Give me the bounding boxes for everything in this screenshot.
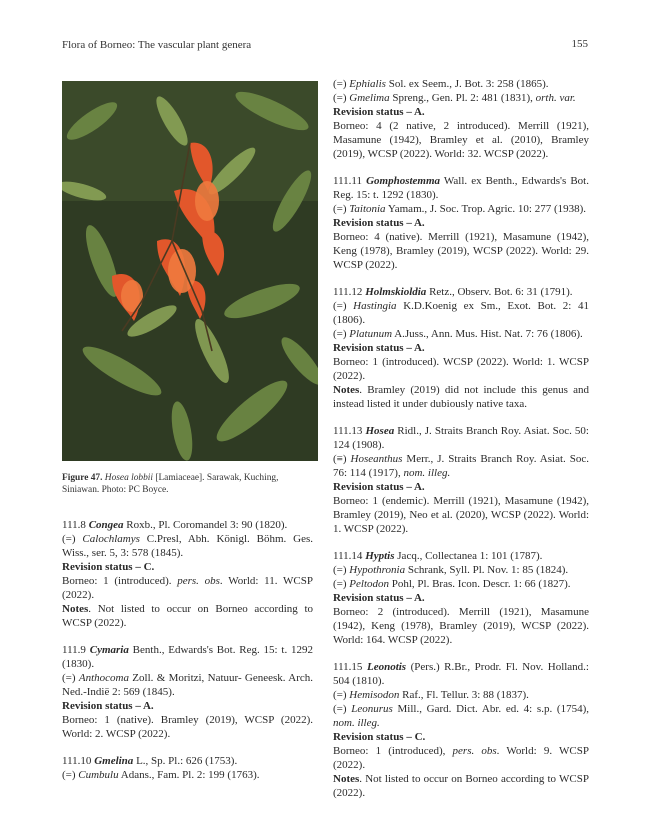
synonym-marker: (≡) [333,453,351,465]
genus-name: Leonotis [366,661,407,673]
genus-heading [62,643,313,671]
genus-entry [333,285,589,411]
synonym-line [333,563,589,577]
genus-entry [333,549,589,647]
synonym-name: Hoseanthus [350,453,403,465]
right-column [333,77,589,813]
revision-status: Revision status – C. [333,731,426,743]
distribution-note: pers. obs [177,575,220,587]
synonym-name: Cumbulu [78,769,119,781]
genus-number: 111.12 [333,286,366,298]
synonym-name: Platunum [349,328,393,340]
genus-heading [333,174,589,202]
genus-number: 111.9 [62,644,90,656]
synonym-name: Gmelima [349,92,390,104]
genus-entry [62,754,313,782]
genus-name: Congea [88,519,124,531]
notes-text: . Bramley (2019) did not include this genus and instead listed it under dubiously native taxa. [333,384,589,410]
left-column [62,518,313,795]
genus-heading [62,518,313,532]
synonym-line [333,202,589,216]
page-number: 155 [571,38,588,50]
notes-label: Notes [62,603,89,615]
genus-citation: Retz., Observ. Bot. 6: 31 (1791). [426,286,573,298]
synonym-marker: (=) [333,578,350,590]
genus-entry [333,660,589,800]
genus-citation: Benth., Edwards's Bot. Reg. 15: t. 1292 (1830). [62,644,313,670]
synonym-marker: (=) [333,703,352,715]
figure-label: Figure 47. [62,473,103,483]
synonym-line [333,77,589,91]
revision-status: Revision status – A. [333,592,425,604]
synonym-name: Hemisodon [349,689,400,701]
genus-name: Holmskioldia [365,286,427,298]
synonym-line [333,688,589,702]
synonym-name: Leonurus [351,703,393,715]
synonym-marker: (=) [62,533,83,545]
synonym-marker: (=) [62,672,79,684]
genus-heading [333,549,589,563]
synonym-name: Calochlamys [82,533,140,545]
synonym-name: Taitonia [349,203,386,215]
distribution-text-end: . World: 9. WCSP (2022). [333,745,589,771]
distribution-text-end: . World: 11. WCSP (2022). [62,575,313,601]
synonym-citation: C.Presl, Abh. Königl. Böhm. Ges. Wiss., ser. 5, 3: 578 (1845). [62,533,314,559]
revision-status: Revision status – C. [62,561,155,573]
synonym-citation: Pohl, Pl. Bras. Icon. Descr. 1: 66 (1827). [389,578,571,590]
synonym-citation: Mill., Gard. Dict. Abr. ed. 4: s.p. (1754), [392,703,589,715]
genus-citation: Roxb., Pl. Coromandel 3: 90 (1820). [123,519,288,531]
synonym-note: nom. illeg. [333,717,380,729]
synonym-citation: Schrank, Syll. Pl. Nov. 1: 85 (1824). [405,564,569,576]
notes-label: Notes [333,384,360,396]
synonym-line [333,91,589,105]
distribution-text: Borneo: 1 (endemic). Merrill (1921), Masamune (1942), Bramley (2019), Neo et al. (2020), WCSP (2022). World: 1. WCSP (2022). [333,495,589,535]
distribution-text: Borneo: 1 (introduced). WCSP (2022). World: 1. WCSP (2022). [333,356,589,382]
synonym-line [333,702,589,730]
synonym-name: Peltodon [349,578,389,590]
revision-status: Revision status – A. [333,481,425,493]
genus-citation: L., Sp. Pl.: 626 (1753). [133,755,238,767]
synonym-citation: Merr., J. Straits Branch Roy. Asiat. Soc. 76: 114 (1917), [333,453,589,479]
synonym-marker: (=) [333,689,350,701]
synonym-citation: Zoll. & Moritzi, Natuur- Geneesk. Arch. Ned.-Indië 2: 569 (1845). [62,672,314,698]
notes-text: . Not listed to occur on Borneo according to WCSP (2022). [62,603,313,629]
plant-photo [62,81,318,461]
synonym-citation: Adans., Fam. Pl. 2: 199 (1763). [118,769,260,781]
genus-citation: Wall. ex Benth., Edwards's Bot. Reg. 15: t. 1292 (1830). [333,175,589,201]
synonym-citation: K.D.Koenig ex Sm., Exot. Bot. 2: 41 (1806). [333,300,589,326]
synonym-marker: (=) [333,328,350,340]
synonym-citation: Spreng., Gen. Pl. 2: 481 (1831), [389,92,536,104]
genus-name: Hyptis [365,550,395,562]
genus-number: 111.13 [333,425,366,437]
genus-number: 111.15 [333,661,367,673]
genus-citation: Ridl., J. Straits Branch Roy. Asiat. Soc. 50: 124 (1908). [333,425,589,451]
synonym-note: orth. var. [535,92,576,104]
synonym-line [62,768,313,782]
synonym-marker: (=) [62,769,79,781]
genus-name: Hosea [365,425,395,437]
genus-entry [333,424,589,536]
synonym-marker: (=) [333,300,354,312]
genus-name: Gomphostemma [366,175,441,187]
synonym-note: nom. illeg. [403,467,451,479]
distribution-text: Borneo: 2 (introduced). Merrill (1921), Masamune (1942), Keng (1978), Bramley (2019), WCSP (2022). World: 164. WCSP (2022). [333,606,589,646]
distribution-text: Borneo: 1 (introduced). [62,575,178,587]
genus-heading [333,285,589,299]
genus-entry [62,643,313,741]
synonym-citation: Raf., Fl. Tellur. 3: 88 (1837). [399,689,529,701]
synonym-line [333,327,589,341]
genus-citation: (Pers.) R.Br., Prodr. Fl. Nov. Holland.: 504 (1810). [333,661,589,687]
genus-number: 111.11 [333,175,367,187]
synonym-line [62,532,313,560]
genus-heading [62,754,313,768]
synonym-citation: A.Juss., Ann. Mus. Hist. Nat. 7: 76 (1806). [392,328,583,340]
synonym-marker: (=) [333,203,350,215]
genus-number: 111.10 [62,755,95,767]
genus-name: Cymaria [89,644,129,656]
revision-status: Revision status – A. [333,342,425,354]
genus-number: 111.14 [333,550,366,562]
synonym-line [333,452,589,480]
genus-entry [333,174,589,272]
revision-status: Revision status – A. [333,217,425,229]
synonym-name: Hastingia [353,300,397,312]
synonym-citation: Yamam., J. Soc. Trop. Agric. 10: 277 (1938). [385,203,587,215]
genus-name: Gmelina [94,755,134,767]
revision-status: Revision status – A. [333,106,425,118]
genus-citation: Jacq., Collectanea 1: 101 (1787). [394,550,543,562]
distribution-text: Borneo: 1 (introduced), [333,745,453,757]
synonym-marker: (=) [333,92,350,104]
genus-heading [333,660,589,688]
synonym-name: Anthocoma [78,672,129,684]
synonym-name: Ephialis [349,78,386,90]
figure-caption [62,472,318,496]
synonym-marker: (=) [333,564,350,576]
genus-number: 111.8 [62,519,89,531]
running-title: Flora of Borneo: The vascular plant genera [62,39,252,51]
continued-entry [333,77,589,161]
distribution-text: Borneo: 1 (native). Bramley (2019), WCSP (2022). World: 2. WCSP (2022). [62,714,313,740]
synonym-name: Hypothronia [349,564,406,576]
distribution-note: pers. obs [452,745,497,757]
synonym-line [333,299,589,327]
genus-entry [62,518,313,630]
synonym-citation: Sol. ex Seem., J. Bot. 3: 258 (1865). [385,78,549,90]
genus-heading [333,424,589,452]
synonym-line [333,577,589,591]
revision-status: Revision status – A. [62,700,154,712]
distribution-text: Borneo: 4 (native). Merrill (1921), Masamune (1942), Keng (1978), Bramley (2019), WCSP (2022). World: 29. WCSP (2022). [333,231,589,271]
distribution-text: Borneo: 4 (2 native, 2 introduced). Merrill (1921), Masamune (1942), Bramley et al. (2010), Bramley (2019), WCSP (2022). World: 32. WCSP (2022). [333,120,589,160]
notes-text: . Not listed to occur on Borneo according to WCSP (2022). [333,773,589,799]
notes-label: Notes [333,773,360,785]
synonym-marker: (=) [333,78,350,90]
synonym-line [62,671,313,699]
figure-caption-text: [Lamiaceae]. Sarawak, Kuching, Siniawan. Photo: PC Boyce. [62,473,279,495]
figure-species: Hosea lobbii [104,473,153,483]
